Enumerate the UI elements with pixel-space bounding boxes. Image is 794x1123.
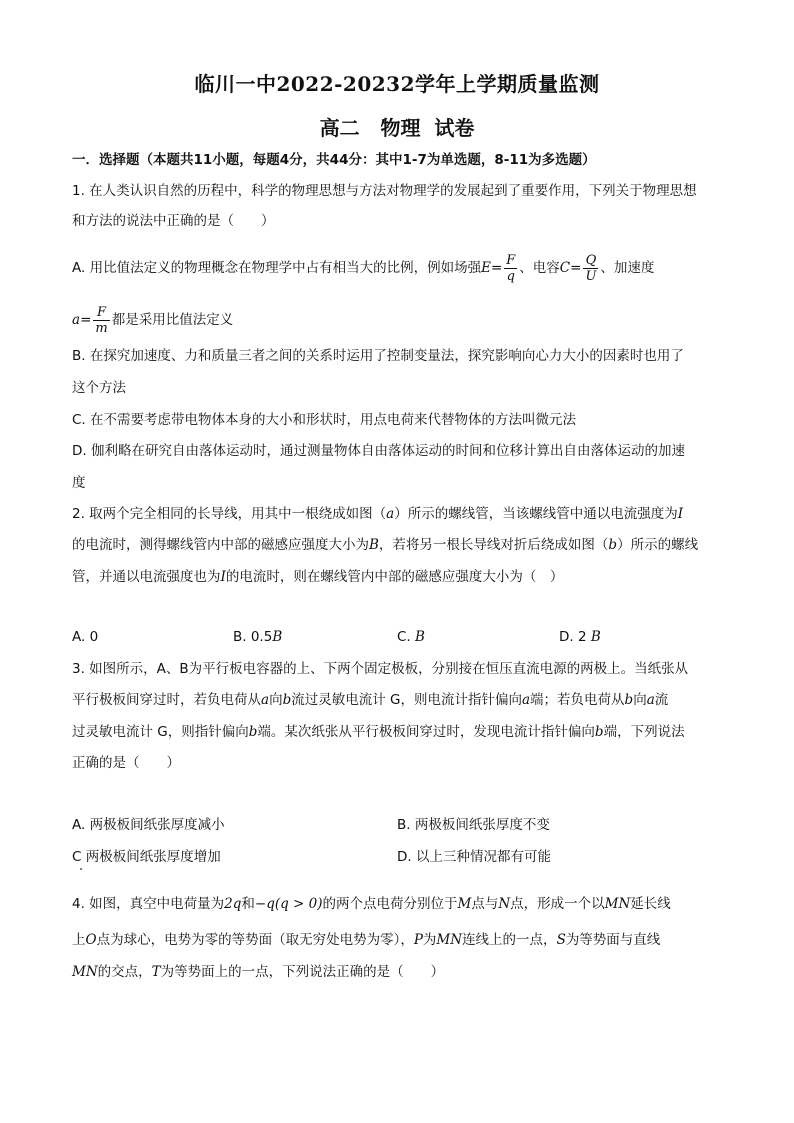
- q2-l2b: B: [369, 537, 379, 553]
- q4-l1i: 点，形成一个以: [510, 896, 605, 912]
- q4-l2e: 为: [422, 932, 437, 948]
- q4-l3c: T: [151, 964, 161, 980]
- q3-stem-line4: 正确的是（ ）: [72, 755, 180, 771]
- q2-option-a: A. 0: [72, 629, 99, 645]
- q1-stem-line2: 和方法的说法中正确的是（ ）: [72, 213, 275, 229]
- section-heading: 一．选择题（本题共11小题，每题4分，共44分：其中1-7为单选题，8-11为多选题）: [72, 152, 596, 168]
- q4-l1e: 的两个点电荷分别位于: [322, 896, 458, 912]
- q1-a-frac-field-den: q: [506, 268, 515, 284]
- q2-l2a: 的电流时，测得螺线管内中部的磁感应强度大小为: [72, 537, 369, 553]
- q4-l1a: 4. 如图，真空中电荷量为: [72, 896, 225, 912]
- q1-a-frac-acc-num: F: [93, 305, 109, 321]
- q1-a-frac-acc-den: m: [95, 320, 108, 336]
- q3-l2e: 流过灵敏电流计 G，则电流计指针偏向: [291, 692, 522, 708]
- q1-option-d-line1: D. 伽利略在研究自由落体运动时，通过测量物体自由落体运动的时间和位移计算出自由落体运动的加速: [72, 443, 685, 459]
- q4-l2d: P: [413, 932, 423, 948]
- q3-option-b: B. 两极板间纸张厚度不变: [397, 817, 550, 833]
- q4-l3d: 为等势面上的一点，下列说法正确的是（ ）: [160, 964, 445, 980]
- q3-l2h: b: [624, 692, 634, 708]
- q3-l3b: b: [248, 724, 258, 740]
- q2-opt-d-pre: D. 2: [559, 629, 591, 645]
- q1-a-suffix: 都是采用比值法定义: [111, 312, 234, 328]
- q4-l2b: O: [85, 932, 97, 948]
- q1-option-b-line2: 这个方法: [72, 380, 126, 396]
- q2-option-c: [397, 627, 425, 647]
- q3-l2c: 向: [269, 692, 283, 708]
- q4-l2f: MN: [436, 932, 463, 948]
- q4-l1h: N: [498, 896, 511, 912]
- q3-l2f: a: [521, 692, 531, 708]
- q3-l2i: 向: [633, 692, 647, 708]
- q3-option-a: A. 两极板间纸张厚度减小: [72, 817, 225, 833]
- q4-l2i: 为等势面与直线: [565, 932, 661, 948]
- q1-a-frac-cap-num: Q: [583, 253, 598, 269]
- q1-option-d-line2: 度: [72, 475, 86, 491]
- q4-l1d: −q(q > 0): [254, 896, 323, 912]
- q2-l3a: 管，并通以电流强度也为: [72, 569, 221, 585]
- q1-a-frac-accel: [93, 305, 109, 336]
- q4-l2c: 点为球心，电势为零的等势面（取无穷处电势为零），: [96, 932, 414, 948]
- q2-opt-b-var: B: [272, 629, 283, 645]
- q2-opt-d-var: B: [590, 629, 601, 645]
- q1-a-eq2: =: [570, 260, 582, 276]
- q1-a-eq3: =: [80, 312, 92, 328]
- q1-option-b-line1: B. 在探究加速度、力和质量三者之间的关系时运用了控制变量法，探究影响向心力大小的因素时也用了: [72, 348, 684, 364]
- q1-a-eq1: =: [490, 260, 503, 276]
- q1-option-c: C. 在不需要考虑带电物体本身的大小和形状时，用点电荷来代替物体的方法叫微元法: [72, 412, 577, 428]
- q4-stem-line1: [72, 894, 722, 914]
- q3-stem-line3: [72, 722, 722, 742]
- q4-stem-line2: [72, 930, 722, 950]
- q1-option-a-cont: [72, 302, 722, 338]
- q4-l3a: MN: [72, 964, 98, 980]
- q3-option-c: C 两极板间纸张厚度增加: [72, 849, 221, 865]
- q2-l1d: I: [677, 506, 684, 522]
- q4-l1c: 和: [241, 896, 255, 912]
- q2-stem-line3: [72, 567, 722, 587]
- q3-l2j: a: [646, 692, 655, 708]
- q3-l2d: b: [282, 692, 292, 708]
- stray-dot: [80, 868, 82, 870]
- q3-l2g: 端；若负电荷从: [530, 692, 625, 708]
- exam-title: 临川一中2022-20232学年上学期质量监测: [194, 72, 600, 96]
- exam-subtitle: 高二 物理 试卷: [319, 116, 475, 140]
- q2-opt-c-pre: C.: [397, 629, 416, 645]
- q1-a-prefix: A. 用比值法定义的物理概念在物理学中占有相当大的比例，例如场强: [72, 260, 482, 276]
- q3-stem-line2: [72, 690, 722, 710]
- q4-l2a: 上: [72, 932, 86, 948]
- q3-l3d: b: [594, 724, 604, 740]
- q1-a-frac-field-num: F: [506, 252, 516, 268]
- q4-l1g: 点与: [471, 896, 499, 912]
- q3-l3c: 端。某次纸张从平行极板间穿过时，发现电流计指针偏向: [257, 724, 595, 740]
- q3-l3e: 端，下列说法: [603, 724, 685, 740]
- q3-l2k: 流: [654, 692, 669, 708]
- q2-l3b: I: [220, 569, 226, 585]
- q2-l1c: ）所示的螺线管，当该螺线管中通以电流强度为: [394, 506, 678, 522]
- q2-l1b: a: [386, 506, 395, 522]
- q1-a-a: a: [72, 312, 81, 328]
- q3-l2b: a: [261, 692, 270, 708]
- q4-stem-line3: [72, 962, 722, 982]
- q2-l1a: 2. 取两个完全相同的长导线，用其中一根绕成如图（: [72, 506, 387, 522]
- q2-stem-line2: [72, 535, 722, 555]
- q2-l2e: ）所示的螺线: [617, 537, 699, 553]
- q2-l2c: ，若将另一根长导线对折后绕成如图（: [378, 537, 609, 553]
- q1-a-frac-cap-den: U: [585, 268, 597, 284]
- q4-l3b: 的交点，: [97, 964, 152, 980]
- q2-opt-b-pre: B. 0.5: [233, 629, 273, 645]
- q2-opt-c-var: B: [415, 629, 425, 645]
- q1-a-C: C: [559, 260, 571, 276]
- q2-stem-line1: [72, 504, 722, 524]
- q1-a-frac-capacitance: [583, 253, 598, 284]
- q1-option-a: [72, 250, 722, 286]
- q2-option-b: [233, 627, 282, 647]
- q4-l1b: 2q: [224, 896, 242, 912]
- q4-l1k: 延长线: [630, 896, 671, 912]
- q3-option-d: D. 以上三种情况都有可能: [397, 849, 551, 865]
- q1-a-sep2: 、加速度: [600, 260, 655, 276]
- q2-l2d: b: [608, 537, 618, 553]
- q1-a-frac-field: [504, 253, 517, 284]
- q3-stem-line1: 3. 如图所示，A、B为平行板电容器的上、下两个固定极板，分别接在恒压直流电源的两极上。当纸张从: [72, 661, 689, 677]
- q4-l2h: S: [556, 932, 566, 948]
- q4-l1j: MN: [604, 896, 631, 912]
- q1-stem-line1: 1. 在人类认识自然的历程中，科学的物理思想与方法对物理学的发展起到了重要作用，下列关于物理思想: [72, 183, 697, 199]
- q2-option-d: [559, 627, 601, 647]
- q4-l1f: M: [457, 896, 472, 912]
- q1-a-sep1: 、电容: [519, 260, 560, 276]
- q3-l3a: 过灵敏电流计 G，则指针偏向: [72, 724, 249, 740]
- q3-l2a: 平行极板间穿过时，若负电荷从: [72, 692, 261, 708]
- q2-l3c: 的电流时，则在螺线管内中部的磁感应强度大小为（ ）: [225, 569, 564, 585]
- q1-a-E: E: [481, 260, 491, 276]
- q4-l2g: 连线上的一点，: [462, 932, 557, 948]
